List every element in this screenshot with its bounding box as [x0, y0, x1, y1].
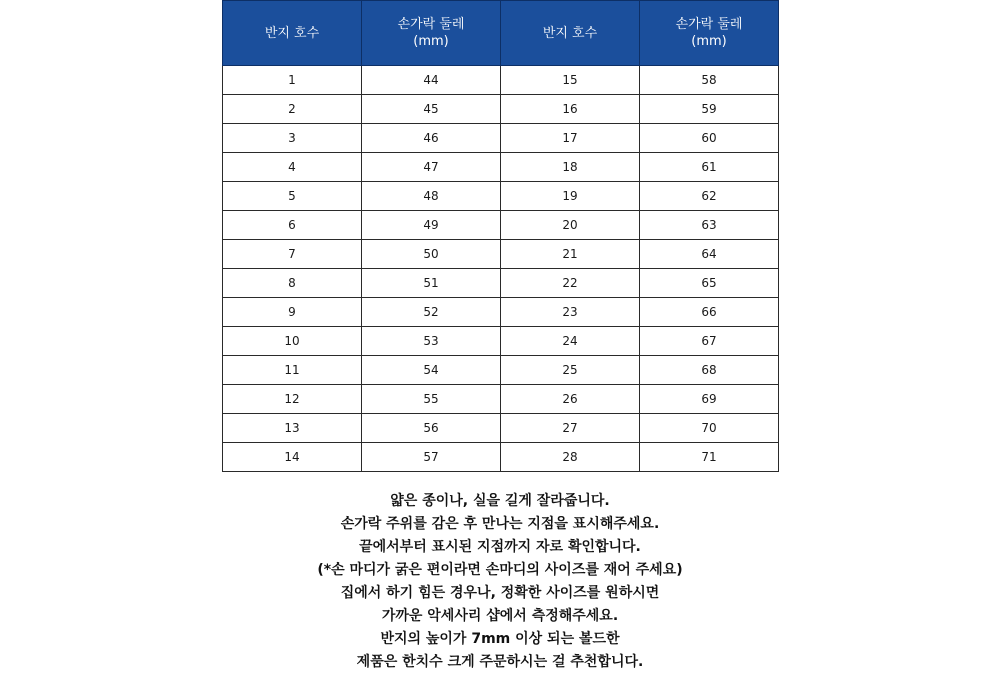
ring-size-cell: 20: [501, 211, 640, 240]
instruction-line: 얇은 종이나, 실을 길게 잘라줍니다.: [390, 493, 610, 509]
table-row: [223, 269, 779, 298]
ring-size-cell: 1: [223, 66, 362, 95]
circumference-cell: 71: [640, 443, 779, 472]
circumference-cell: 55: [362, 385, 501, 414]
circumference-cell: 47: [362, 153, 501, 182]
ring-size-cell: 19: [501, 182, 640, 211]
circumference-cell: 70: [640, 414, 779, 443]
instruction-line: 반지의 높이가 7mm 이상 되는 볼드한: [380, 631, 620, 647]
instruction-line: (*손 마디가 굵은 편이라면 손마디의 사이즈를 재어 주세요): [317, 562, 683, 578]
table-row: [223, 124, 779, 153]
circumference-cell: 54: [362, 356, 501, 385]
ring-size-cell: 18: [501, 153, 640, 182]
table-row: [223, 153, 779, 182]
circumference-cell: 67: [640, 327, 779, 356]
ring-size-cell: 22: [501, 269, 640, 298]
ring-size-cell: 9: [223, 298, 362, 327]
circumference-cell: 63: [640, 211, 779, 240]
circumference-cell: 44: [362, 66, 501, 95]
table-row: [223, 356, 779, 385]
circumference-cell: 48: [362, 182, 501, 211]
ring-size-cell: 28: [501, 443, 640, 472]
table-row: [223, 385, 779, 414]
circumference-cell: 46: [362, 124, 501, 153]
ring-size-cell: 12: [223, 385, 362, 414]
circumference-cell: 56: [362, 414, 501, 443]
table-row: [223, 327, 779, 356]
header-finger-circumference: 손가락 둘레 (mm): [362, 1, 501, 66]
circumference-cell: 49: [362, 211, 501, 240]
table-row: [223, 66, 779, 95]
table-row: [223, 211, 779, 240]
circumference-cell: 65: [640, 269, 779, 298]
ring-size-table-body: [223, 66, 779, 472]
header-row: [223, 1, 779, 66]
circumference-cell: 68: [640, 356, 779, 385]
circumference-cell: 52: [362, 298, 501, 327]
ring-size-cell: 25: [501, 356, 640, 385]
ring-size-cell: 8: [223, 269, 362, 298]
table-row: [223, 240, 779, 269]
table-row: [223, 182, 779, 211]
circumference-cell: 51: [362, 269, 501, 298]
table-row: [223, 95, 779, 124]
ring-size-cell: 14: [223, 443, 362, 472]
circumference-cell: 66: [640, 298, 779, 327]
ring-size-cell: 11: [223, 356, 362, 385]
ring-size-cell: 2: [223, 95, 362, 124]
circumference-cell: 64: [640, 240, 779, 269]
ring-size-cell: 4: [223, 153, 362, 182]
ring-size-cell: 5: [223, 182, 362, 211]
circumference-cell: 62: [640, 182, 779, 211]
ring-size-cell: 13: [223, 414, 362, 443]
ring-size-cell: 3: [223, 124, 362, 153]
circumference-cell: 45: [362, 95, 501, 124]
instruction-line: 제품은 한치수 크게 주문하시는 걸 추천합니다.: [356, 654, 644, 670]
ring-size-cell: 7: [223, 240, 362, 269]
ring-size-table: [222, 0, 779, 472]
ring-size-cell: 23: [501, 298, 640, 327]
header-ring-size: 반지 호수: [223, 1, 362, 66]
ring-size-cell: 17: [501, 124, 640, 153]
table-row: [223, 443, 779, 472]
circumference-cell: 57: [362, 443, 501, 472]
circumference-cell: 59: [640, 95, 779, 124]
header-ring-size: 반지 호수: [501, 1, 640, 66]
measurement-instructions: [0, 490, 1000, 674]
ring-size-cell: 27: [501, 414, 640, 443]
circumference-cell: 69: [640, 385, 779, 414]
ring-size-cell: 10: [223, 327, 362, 356]
ring-size-cell: 24: [501, 327, 640, 356]
instruction-line: 끝에서부터 표시된 지점까지 자로 확인합니다.: [359, 539, 641, 555]
circumference-cell: 53: [362, 327, 501, 356]
header-finger-circumference: 손가락 둘레 (mm): [640, 1, 779, 66]
ring-size-cell: 16: [501, 95, 640, 124]
table-row: [223, 414, 779, 443]
circumference-cell: 61: [640, 153, 779, 182]
ring-size-cell: 6: [223, 211, 362, 240]
ring-size-table-header: [223, 1, 779, 66]
table-row: [223, 298, 779, 327]
circumference-cell: 58: [640, 66, 779, 95]
ring-size-cell: 15: [501, 66, 640, 95]
circumference-cell: 60: [640, 124, 779, 153]
instruction-line: 집에서 하기 힘든 경우나, 정확한 사이즈를 원하시면: [340, 585, 660, 601]
ring-size-cell: 21: [501, 240, 640, 269]
ring-size-cell: 26: [501, 385, 640, 414]
instruction-line: 가까운 악세사리 샵에서 측정해주세요.: [381, 608, 619, 624]
circumference-cell: 50: [362, 240, 501, 269]
instruction-line: 손가락 주위를 감은 후 만나는 지점을 표시해주세요.: [340, 516, 660, 532]
